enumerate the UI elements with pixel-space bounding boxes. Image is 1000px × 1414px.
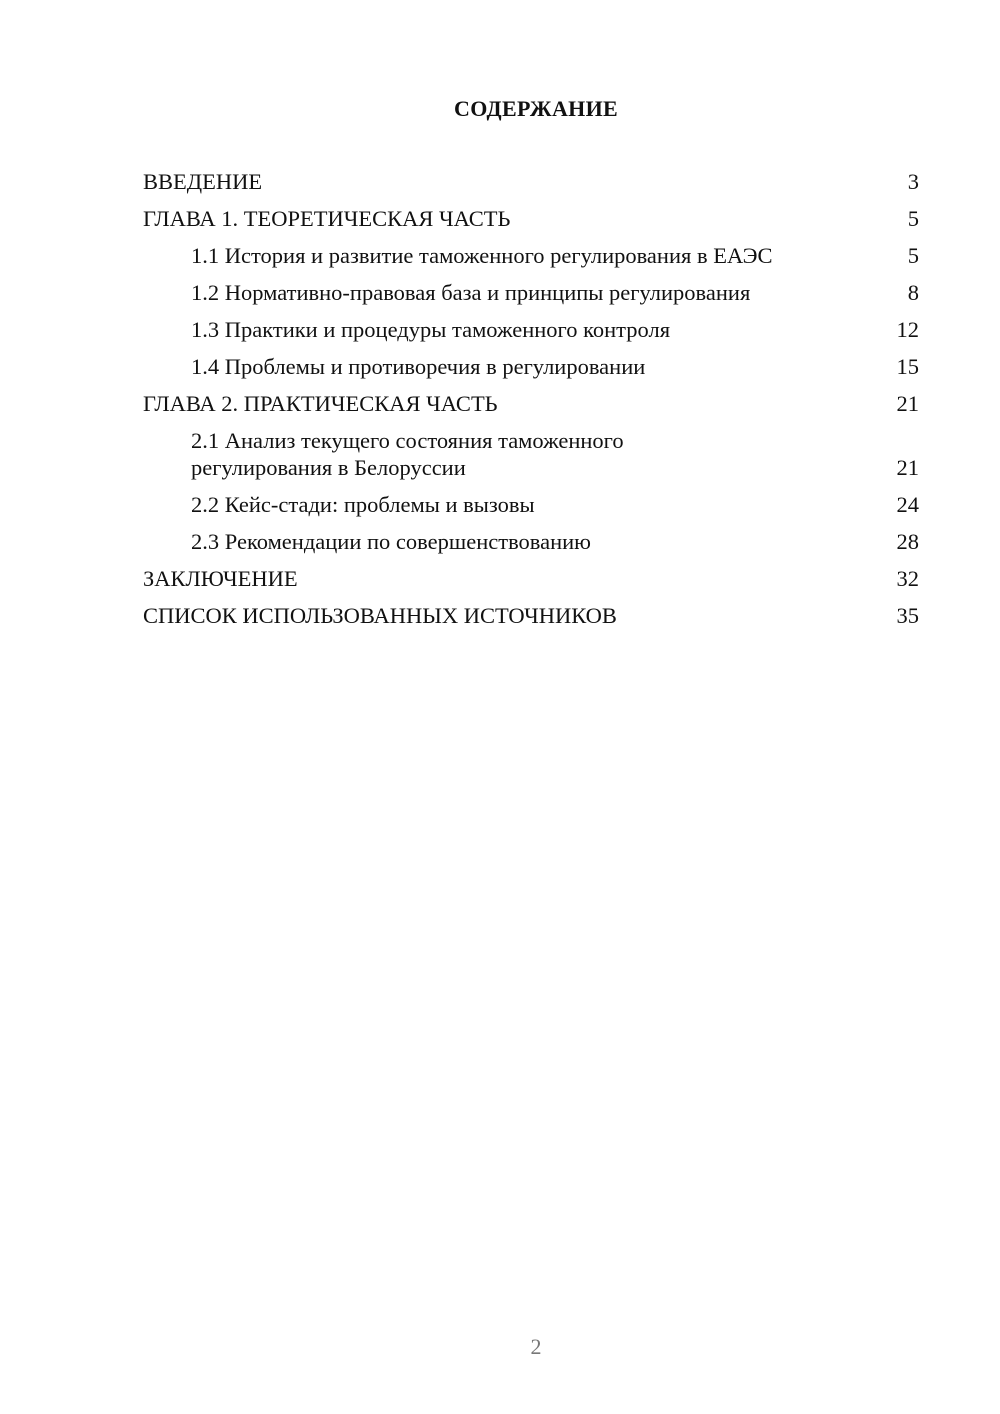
- toc-entry-page: 5: [907, 243, 919, 268]
- toc-entry-label: ВВЕДЕНИЕ: [143, 169, 263, 194]
- toc-entry-label: 1.1 История и развитие таможенного регулирования в ЕАЭС: [191, 243, 773, 268]
- toc-entry-page: 3: [907, 169, 919, 194]
- toc-entry-page: 35: [896, 603, 919, 628]
- page-number: 2: [530, 1334, 542, 1359]
- toc-entry-page: 5: [907, 206, 919, 231]
- toc-entry-section-2-1[interactable]: [143, 427, 919, 481]
- toc-entry-page: 12: [896, 317, 919, 342]
- toc-entry-page: 21: [896, 391, 919, 416]
- toc-entry-label: 2.1 Анализ текущего состояния таможенного регулирования в Белоруссии: [191, 428, 624, 480]
- toc-entry-page: 32: [896, 566, 919, 591]
- toc-entry-label: 1.3 Практики и процедуры таможенного контроля: [191, 317, 671, 342]
- toc-entry-page: 24: [896, 492, 919, 517]
- toc-entry-label: ГЛАВА 1. ТЕОРЕТИЧЕСКАЯ ЧАСТЬ: [143, 206, 511, 231]
- toc-entry-conclusion[interactable]: [143, 565, 919, 592]
- toc-entry-label: СПИСОК ИСПОЛЬЗОВАННЫХ ИСТОЧНИКОВ: [143, 603, 617, 628]
- toc-entry-label: ЗАКЛЮЧЕНИЕ: [143, 566, 298, 591]
- toc-entry-page: 8: [907, 280, 919, 305]
- toc-entry-label: 1.4 Проблемы и противоречия в регулировании: [191, 354, 646, 379]
- toc-entry-label: 1.2 Нормативно-правовая база и принципы регулирования: [191, 280, 751, 305]
- toc-entry-label: 2.2 Кейс-стади: проблемы и вызовы: [191, 492, 535, 517]
- toc-entry-section-1-2[interactable]: [143, 279, 919, 306]
- toc-entry-label: 2.3 Рекомендации по совершенствованию: [191, 529, 591, 554]
- toc-entry-chapter-1[interactable]: [143, 205, 919, 232]
- toc-entry-page: 15: [896, 354, 919, 379]
- toc-entry-page: 21: [896, 455, 919, 480]
- toc-entry-section-1-3[interactable]: [143, 316, 919, 343]
- toc-entry-section-2-3[interactable]: [143, 528, 919, 555]
- toc-entry-section-2-2[interactable]: [143, 491, 919, 518]
- toc-entry-chapter-2[interactable]: [143, 390, 919, 417]
- toc-entry-label: ГЛАВА 2. ПРАКТИЧЕСКАЯ ЧАСТЬ: [143, 391, 498, 416]
- table-of-contents: [143, 168, 919, 639]
- toc-entry-references[interactable]: [143, 602, 919, 629]
- toc-title: СОДЕРЖАНИЕ: [454, 96, 618, 121]
- toc-entry-section-1-4[interactable]: [143, 353, 919, 380]
- toc-entry-section-1-1[interactable]: [143, 242, 919, 269]
- toc-entry-page: 28: [896, 529, 919, 554]
- toc-entry-introduction[interactable]: [143, 168, 919, 195]
